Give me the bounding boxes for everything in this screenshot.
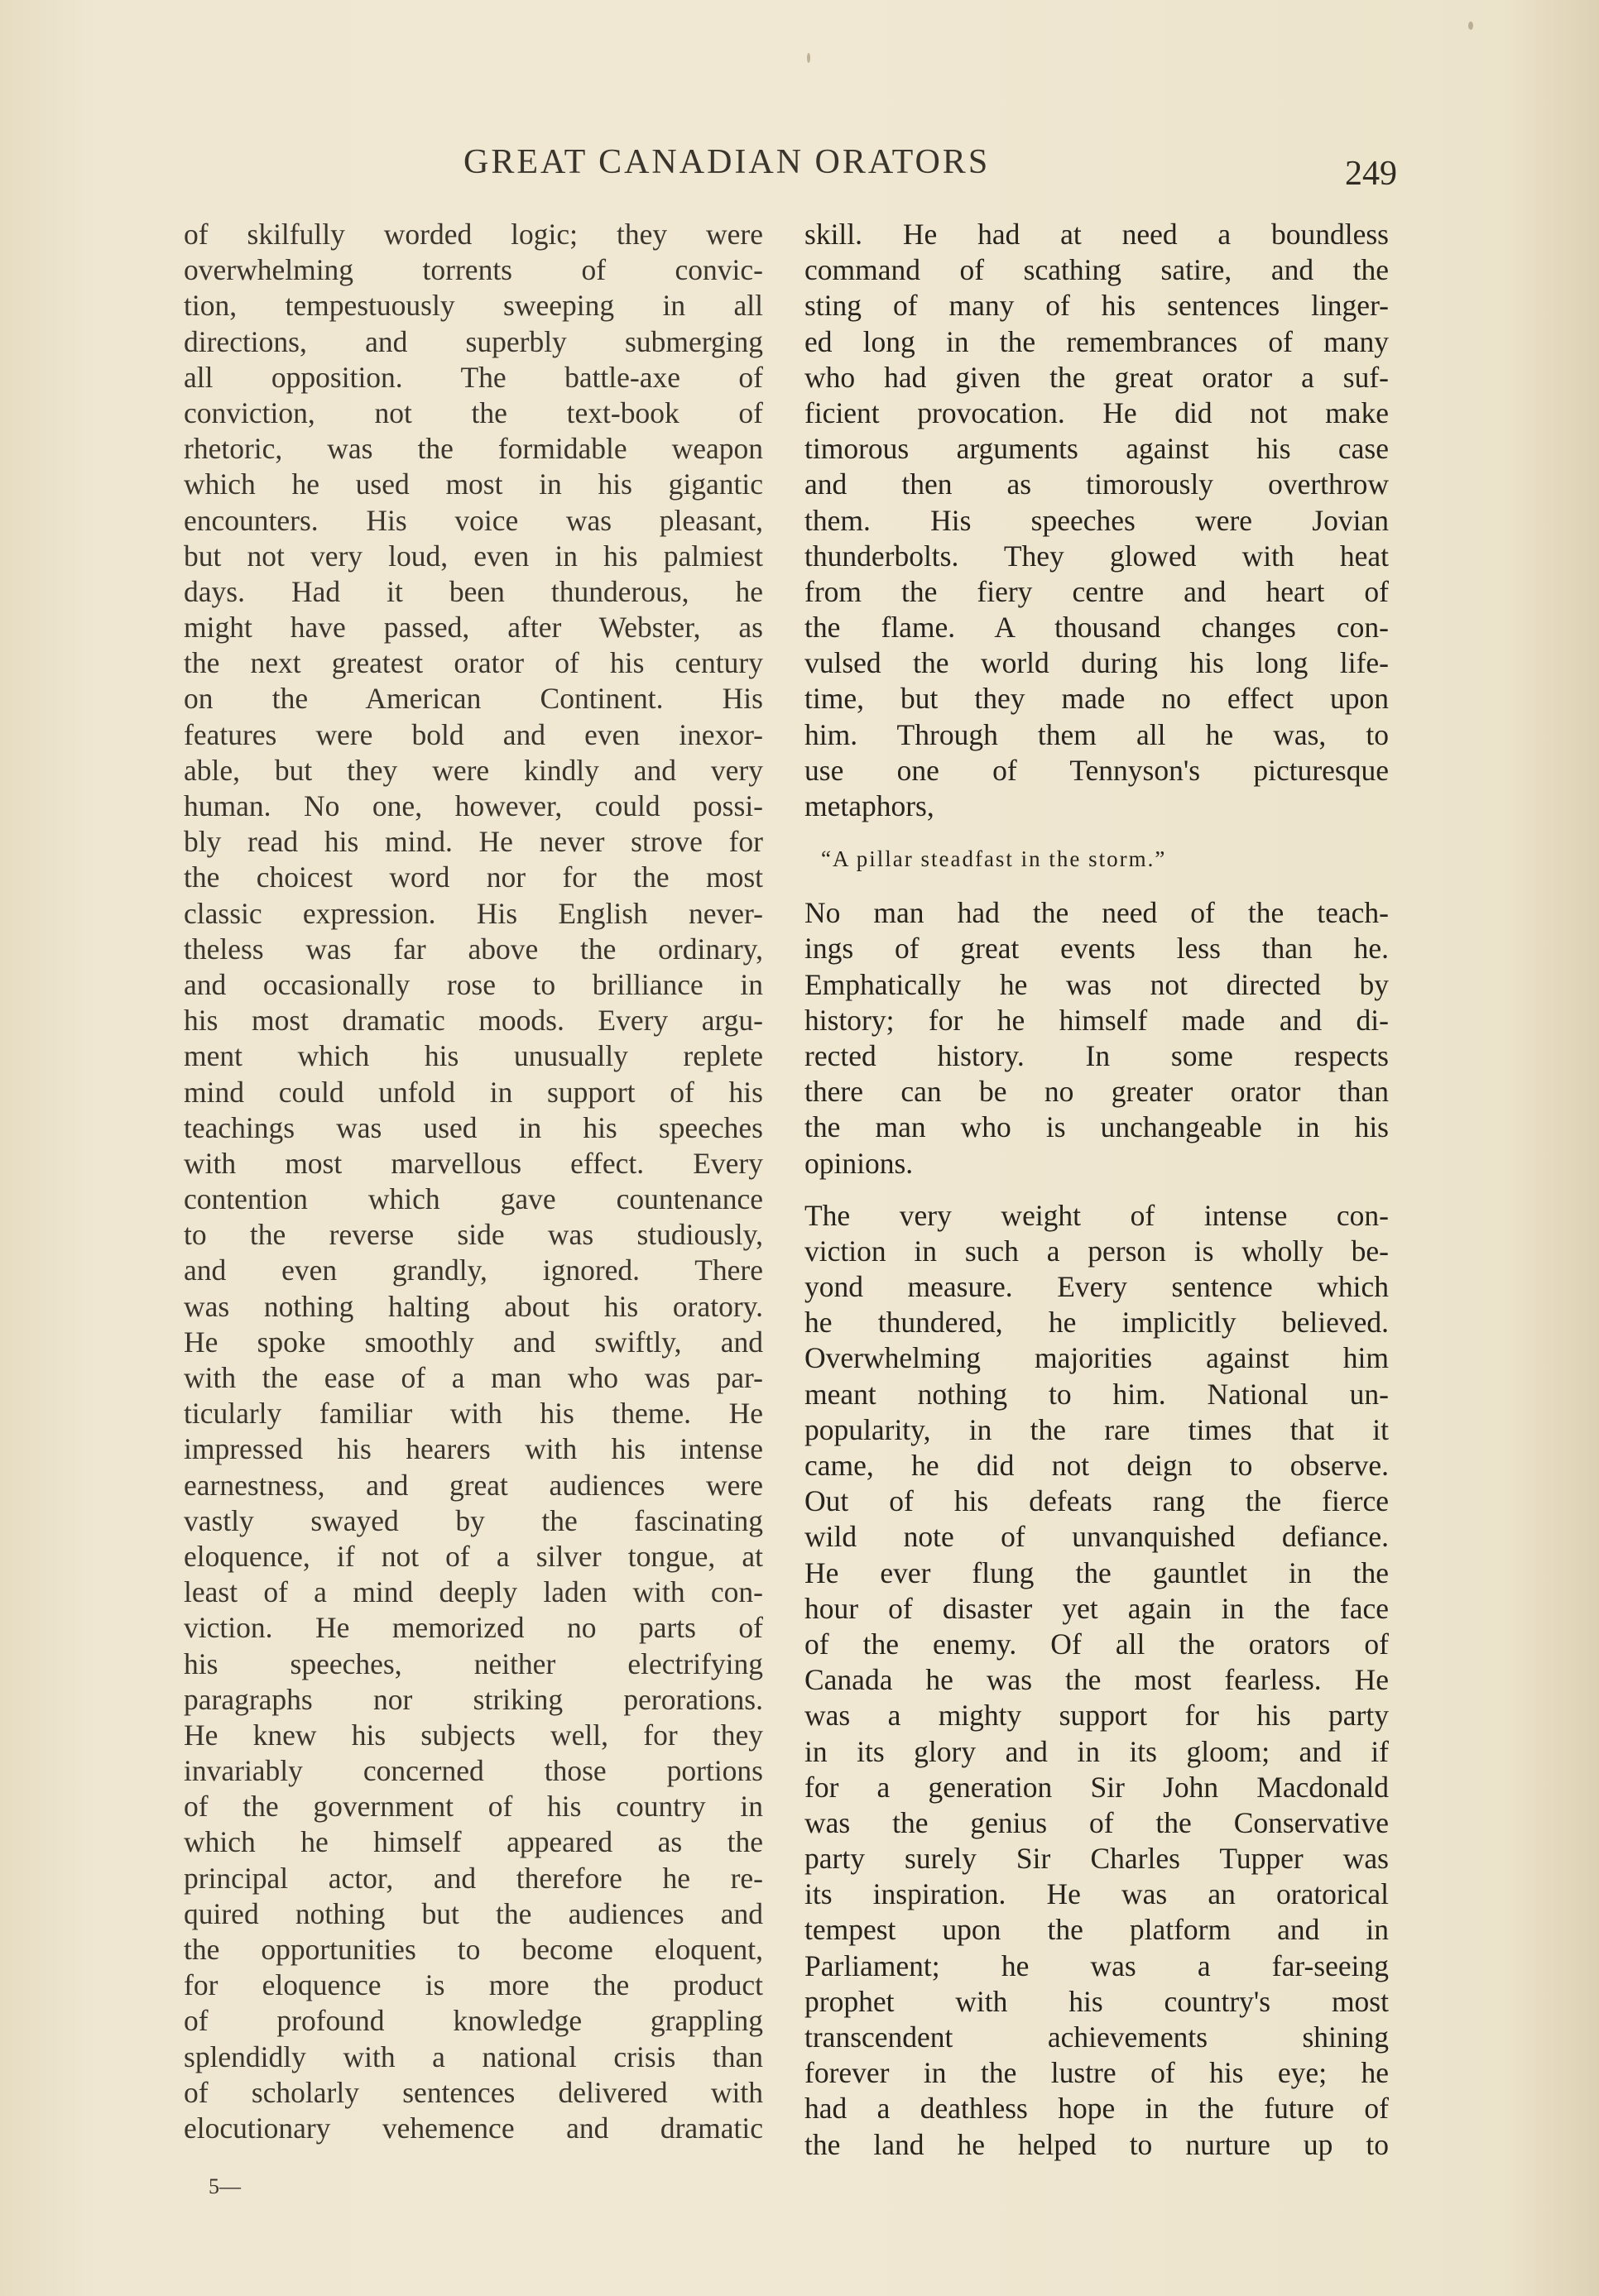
text-line: ed long in the remembrances of many bbox=[804, 324, 1389, 358]
text-line: sting of many of his sentences linger- bbox=[804, 289, 1389, 323]
text-line: contention which gave countenance bbox=[184, 1182, 763, 1216]
text-line: he thundered, he implicitly believed. bbox=[804, 1306, 1389, 1340]
text-line: the opportunities to become eloquent, bbox=[184, 1933, 763, 1966]
text-line: and occasionally rose to brilliance in bbox=[184, 967, 763, 1001]
text-line: him. Through them all he was, to bbox=[804, 717, 1389, 751]
text-line: Out of his defeats rang the fierce bbox=[804, 1484, 1389, 1518]
text-line: metaphors, bbox=[804, 789, 934, 822]
text-line: them. His speeches were Jovian bbox=[804, 503, 1389, 537]
text-line: all opposition. The battle-axe of bbox=[184, 360, 763, 394]
text-line: timorous arguments against his case bbox=[804, 432, 1389, 466]
text-line: meant nothing to him. National un- bbox=[804, 1377, 1389, 1411]
text-line: on the American Continent. His bbox=[184, 682, 763, 716]
text-line: time, but they made no effect upon bbox=[804, 682, 1389, 716]
text-line: theless was far above the ordinary, bbox=[184, 932, 763, 966]
text-line: was a mighty support for his party bbox=[804, 1699, 1389, 1733]
text-line: prophet with his country's most bbox=[804, 1984, 1389, 2018]
text-line: conviction, not the text-book of bbox=[184, 395, 763, 429]
text-line: but not very loud, even in his palmiest bbox=[184, 539, 763, 573]
text-line: human. No one, however, could possi- bbox=[184, 789, 763, 822]
block-quote: “A pillar steadfast in the storm.” bbox=[821, 846, 1167, 872]
paragraph-gap bbox=[804, 1182, 1389, 1198]
text-line: ficient provocation. He did not make bbox=[804, 395, 1389, 429]
right-paragraph-1 bbox=[804, 217, 1389, 824]
text-line: The very weight of intense con- bbox=[804, 1198, 1389, 1232]
left-column bbox=[184, 217, 763, 2146]
text-line: for a generation Sir John Macdonald bbox=[804, 1770, 1389, 1804]
text-line: encounters. His voice was pleasant, bbox=[184, 503, 763, 537]
text-line: Parliament; he was a far-seeing bbox=[804, 1948, 1389, 1982]
text-line: which he himself appeared as the bbox=[184, 1825, 763, 1859]
text-line: earnestness, and great audiences were bbox=[184, 1468, 763, 1502]
text-line: his most dramatic moods. Every argu- bbox=[184, 1004, 763, 1038]
text-line: viction. He memorized no parts of bbox=[184, 1611, 763, 1645]
right-column bbox=[804, 217, 1389, 2163]
text-line: the next greatest orator of his century bbox=[184, 646, 763, 680]
text-line: of skilfully worded logic; they were bbox=[184, 218, 763, 251]
text-line: had a deathless hope in the future of bbox=[804, 2092, 1389, 2126]
text-line: tion, tempestuously sweeping in all bbox=[184, 289, 763, 323]
text-line: of profound knowledge grappling bbox=[184, 2004, 763, 2038]
text-line: and even grandly, ignored. There bbox=[184, 1253, 763, 1287]
text-line: No man had the need of the teach- bbox=[804, 896, 1389, 930]
text-line: the flame. A thousand changes con- bbox=[804, 611, 1389, 645]
text-line: days. Had it been thunderous, he bbox=[184, 574, 763, 608]
text-line: command of scathing satire, and the bbox=[804, 253, 1389, 287]
text-line: Overwhelming majorities against him bbox=[804, 1341, 1389, 1375]
text-line: wild note of unvanquished defiance. bbox=[804, 1520, 1389, 1554]
text-line: features were bold and even inexor- bbox=[184, 717, 763, 751]
text-line: to the reverse side was studiously, bbox=[184, 1218, 763, 1252]
text-line: impressed his hearers with his intense bbox=[184, 1432, 763, 1466]
text-line: ment which his unusually replete bbox=[184, 1039, 763, 1073]
text-line: its inspiration. He was an oratorical bbox=[804, 1877, 1389, 1911]
text-line: rected history. In some respects bbox=[804, 1038, 1389, 1072]
text-line: and then as timorously overthrow bbox=[804, 467, 1389, 501]
text-line: tempest upon the platform and in bbox=[804, 1913, 1389, 1947]
text-line: in its glory and in its gloom; and if bbox=[804, 1734, 1389, 1768]
text-line: his speeches, neither electrifying bbox=[184, 1647, 763, 1680]
text-line: directions, and superbly submerging bbox=[184, 324, 763, 358]
text-line: thunderbolts. They glowed with heat bbox=[804, 539, 1389, 573]
text-line: quired nothing but the audiences and bbox=[184, 1896, 763, 1930]
text-line: of the enemy. Of all the orators of bbox=[804, 1627, 1389, 1661]
text-line: was nothing halting about his oratory. bbox=[184, 1289, 763, 1323]
text-line: overwhelming torrents of convic- bbox=[184, 253, 763, 287]
text-line: teachings was used in his speeches bbox=[184, 1110, 763, 1144]
text-line: ings of great events less than he. bbox=[804, 932, 1389, 966]
text-line: came, he did not deign to observe. bbox=[804, 1449, 1389, 1482]
text-line: able, but they were kindly and very bbox=[184, 753, 763, 787]
text-line: transcendent achievements shining bbox=[804, 2020, 1389, 2054]
text-line: there can be no greater orator than bbox=[804, 1075, 1389, 1109]
text-line: who had given the great orator a suf- bbox=[804, 360, 1389, 394]
paper-speck bbox=[807, 53, 810, 63]
right-paragraph-3 bbox=[804, 1198, 1389, 2163]
text-line: vulsed the world during his long life- bbox=[804, 646, 1389, 680]
text-line: bly read his mind. He never strove for bbox=[184, 825, 763, 859]
text-line: forever in the lustre of his eye; he bbox=[804, 2056, 1389, 2090]
text-line: hour of disaster yet again in the face bbox=[804, 1591, 1389, 1625]
text-line: paragraphs nor striking perorations. bbox=[184, 1682, 763, 1716]
text-line: ticularly familiar with his theme. He bbox=[184, 1397, 763, 1431]
text-line: classic expression. His English never- bbox=[184, 896, 763, 930]
text-line: history; for he himself made and di- bbox=[804, 1003, 1389, 1037]
text-line: yond measure. Every sentence which bbox=[804, 1270, 1389, 1304]
text-line: He knew his subjects well, for they bbox=[184, 1718, 763, 1752]
right-paragraph-2 bbox=[804, 895, 1389, 1182]
text-line: vastly swayed by the fascinating bbox=[184, 1503, 763, 1537]
text-line: with most marvellous effect. Every bbox=[184, 1146, 763, 1180]
text-line: was the genius of the Conservative bbox=[804, 1805, 1389, 1839]
signature-mark: 5— bbox=[209, 2174, 241, 2198]
text-line: popularity, in the rare times that it bbox=[804, 1412, 1389, 1446]
text-line: the man who is unchangeable in his bbox=[804, 1110, 1389, 1144]
text-line: mind could unfold in support of his bbox=[184, 1075, 763, 1109]
text-line: of scholarly sentences delivered with bbox=[184, 2075, 763, 2109]
text-line: the choicest word nor for the most bbox=[184, 860, 763, 894]
text-line: least of a mind deeply laden with con- bbox=[184, 1575, 763, 1609]
text-line: for eloquence is more the product bbox=[184, 1968, 763, 2002]
paper-speck bbox=[1468, 22, 1473, 30]
text-line: elocutionary vehemence and dramatic bbox=[184, 2111, 763, 2145]
text-line: viction in such a person is wholly be- bbox=[804, 1234, 1389, 1268]
text-line: use one of Tennyson's picturesque bbox=[804, 753, 1389, 787]
text-line: principal actor, and therefore he re- bbox=[184, 1861, 763, 1895]
text-line: invariably concerned those portions bbox=[184, 1754, 763, 1788]
text-line: He ever flung the gauntlet in the bbox=[804, 1555, 1389, 1589]
text-line: splendidly with a national crisis than bbox=[184, 2040, 763, 2073]
text-line: the land he helped to nurture up to bbox=[804, 2127, 1389, 2161]
text-line: rhetoric, was the formidable weapon bbox=[184, 432, 763, 466]
text-line: party surely Sir Charles Tupper was bbox=[804, 1842, 1389, 1876]
text-line: from the fiery centre and heart of bbox=[804, 574, 1389, 608]
text-line: Canada he was the most fearless. He bbox=[804, 1663, 1389, 1697]
text-line: skill. He had at need a boundless bbox=[804, 218, 1389, 251]
text-line: Emphatically he was not directed by bbox=[804, 967, 1389, 1001]
page-header bbox=[0, 142, 1599, 200]
text-line: opinions. bbox=[804, 1146, 914, 1180]
text-line: of the government of his country in bbox=[184, 1790, 763, 1824]
text-line: with the ease of a man who was par- bbox=[184, 1361, 763, 1394]
text-line: He spoke smoothly and swiftly, and bbox=[184, 1325, 763, 1359]
text-line: might have passed, after Webster, as bbox=[184, 611, 763, 645]
text-line: which he used most in his gigantic bbox=[184, 467, 763, 501]
text-line: eloquence, if not of a silver tongue, at bbox=[184, 1539, 763, 1573]
page-number: 249 bbox=[1345, 155, 1397, 193]
running-title: GREAT CANADIAN ORATORS bbox=[463, 143, 991, 181]
